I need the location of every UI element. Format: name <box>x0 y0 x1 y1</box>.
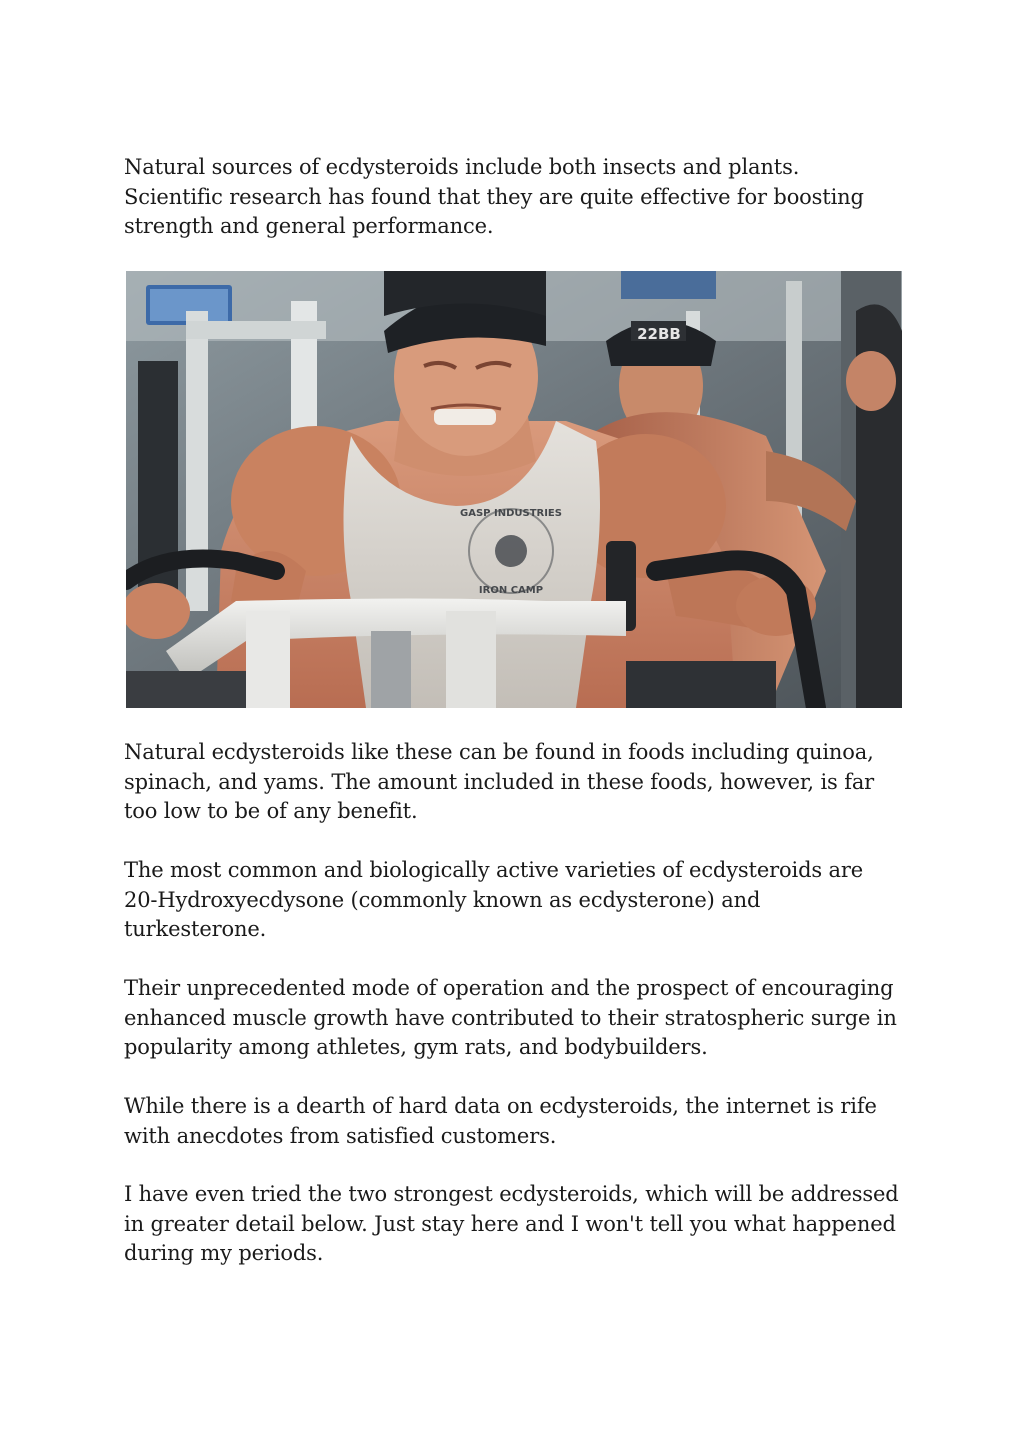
paragraph-5: While there is a dearth of hard data on ecdysteroids, the internet is rife with anecdotes from satisfied customers. <box>124 1094 877 1148</box>
paragraph-6: I have even tried the two strongest ecdysteroids, which will be addressed in greater detail below. Just stay here and I won't tell you what happened during my periods. <box>124 1182 899 1265</box>
paragraph-2: Natural ecdysteroids like these can be found in foods including quinoa, spinach, and yams. The amount included in these foods, however, is far too low to be of any benefit. <box>124 740 875 823</box>
shirt-logo-bottom-text: IRON CAMP <box>478 585 544 596</box>
gym-photo <box>126 271 902 708</box>
paragraph-3: The most common and biologically active varieties of ecdysteroids are 20-Hydroxyecdysone (commonly known as ecdysterone) and turkesterone. <box>124 858 864 941</box>
cap-text: 22BB <box>637 325 681 343</box>
shirt-logo-top-text: GASP INDUSTRIES <box>460 508 562 519</box>
paragraph-4: Their unprecedented mode of operation and the prospect of encouraging enhanced muscle growth have contributed to their stratospheric surge in popularity among athletes, gym rats, and bodybuilders. <box>124 976 897 1059</box>
paragraph-1: Natural sources of ecdysteroids include both insects and plants. Scientific research has found that they are quite effective for boosting strength and general performance. <box>124 155 864 238</box>
